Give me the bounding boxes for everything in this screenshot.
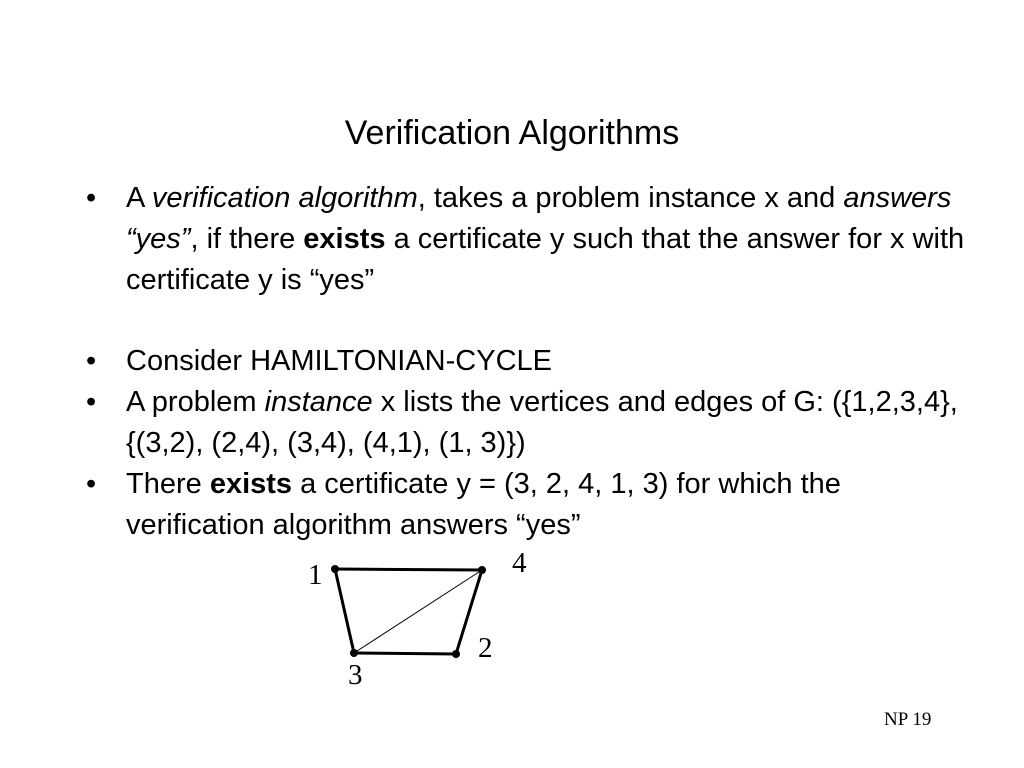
bullet-text: a certificate y = (3, 2, 4, 1, 3) for which the verification algorithm answers “yes” <box>126 468 841 541</box>
vertex-3 <box>350 649 358 657</box>
edge-3-2 <box>354 653 456 654</box>
bullet-text: , takes a problem instance x and <box>417 182 844 214</box>
vertex-2 <box>452 650 460 658</box>
graph-diagram <box>300 540 527 700</box>
edge-1-3 <box>335 569 354 653</box>
bullet-text: x lists the vertices and edges of G: ({1,2,3,4}, {(3,2), (2,4), (3,4), (4,1), (1, 3)}) <box>126 386 958 459</box>
bullet-text: There <box>126 468 210 500</box>
graph-svg <box>300 540 527 700</box>
bullet-verification-definition <box>86 178 986 301</box>
vertex-4 <box>478 566 486 574</box>
term-answers-yes: answers “yes” <box>126 182 952 255</box>
bullet-problem-instance <box>86 382 986 464</box>
vertex-label-2: 2 <box>478 632 493 664</box>
bullet-text: A <box>126 182 152 214</box>
term-verification-algorithm: verification algorithm <box>151 182 418 214</box>
edge-3-4 <box>354 570 482 653</box>
bullet-gap <box>86 301 986 341</box>
bullet-list <box>86 178 986 546</box>
vertex-1 <box>331 565 339 573</box>
bullet-text: A problem <box>126 386 265 418</box>
slide-title: Verification Algorithms <box>344 114 680 152</box>
bullet-text: a certificate y such that the answer for x with certificate y is “yes” <box>126 223 965 296</box>
term-exists: exists <box>303 223 386 255</box>
vertex-label-1: 1 <box>308 559 323 591</box>
term-instance: instance <box>264 386 373 418</box>
bullet-hamiltonian <box>86 341 986 382</box>
bullet-text: , if there <box>190 223 304 255</box>
term-exists: exists <box>209 468 293 500</box>
edge-4-1 <box>335 569 482 570</box>
slide-number: NP 19 <box>884 709 932 730</box>
bullet-text: Consider HAMILTONIAN-CYCLE <box>126 345 552 377</box>
vertex-label-4: 4 <box>512 547 527 579</box>
vertex-label-3: 3 <box>348 659 363 691</box>
bullet-certificate <box>86 464 986 546</box>
